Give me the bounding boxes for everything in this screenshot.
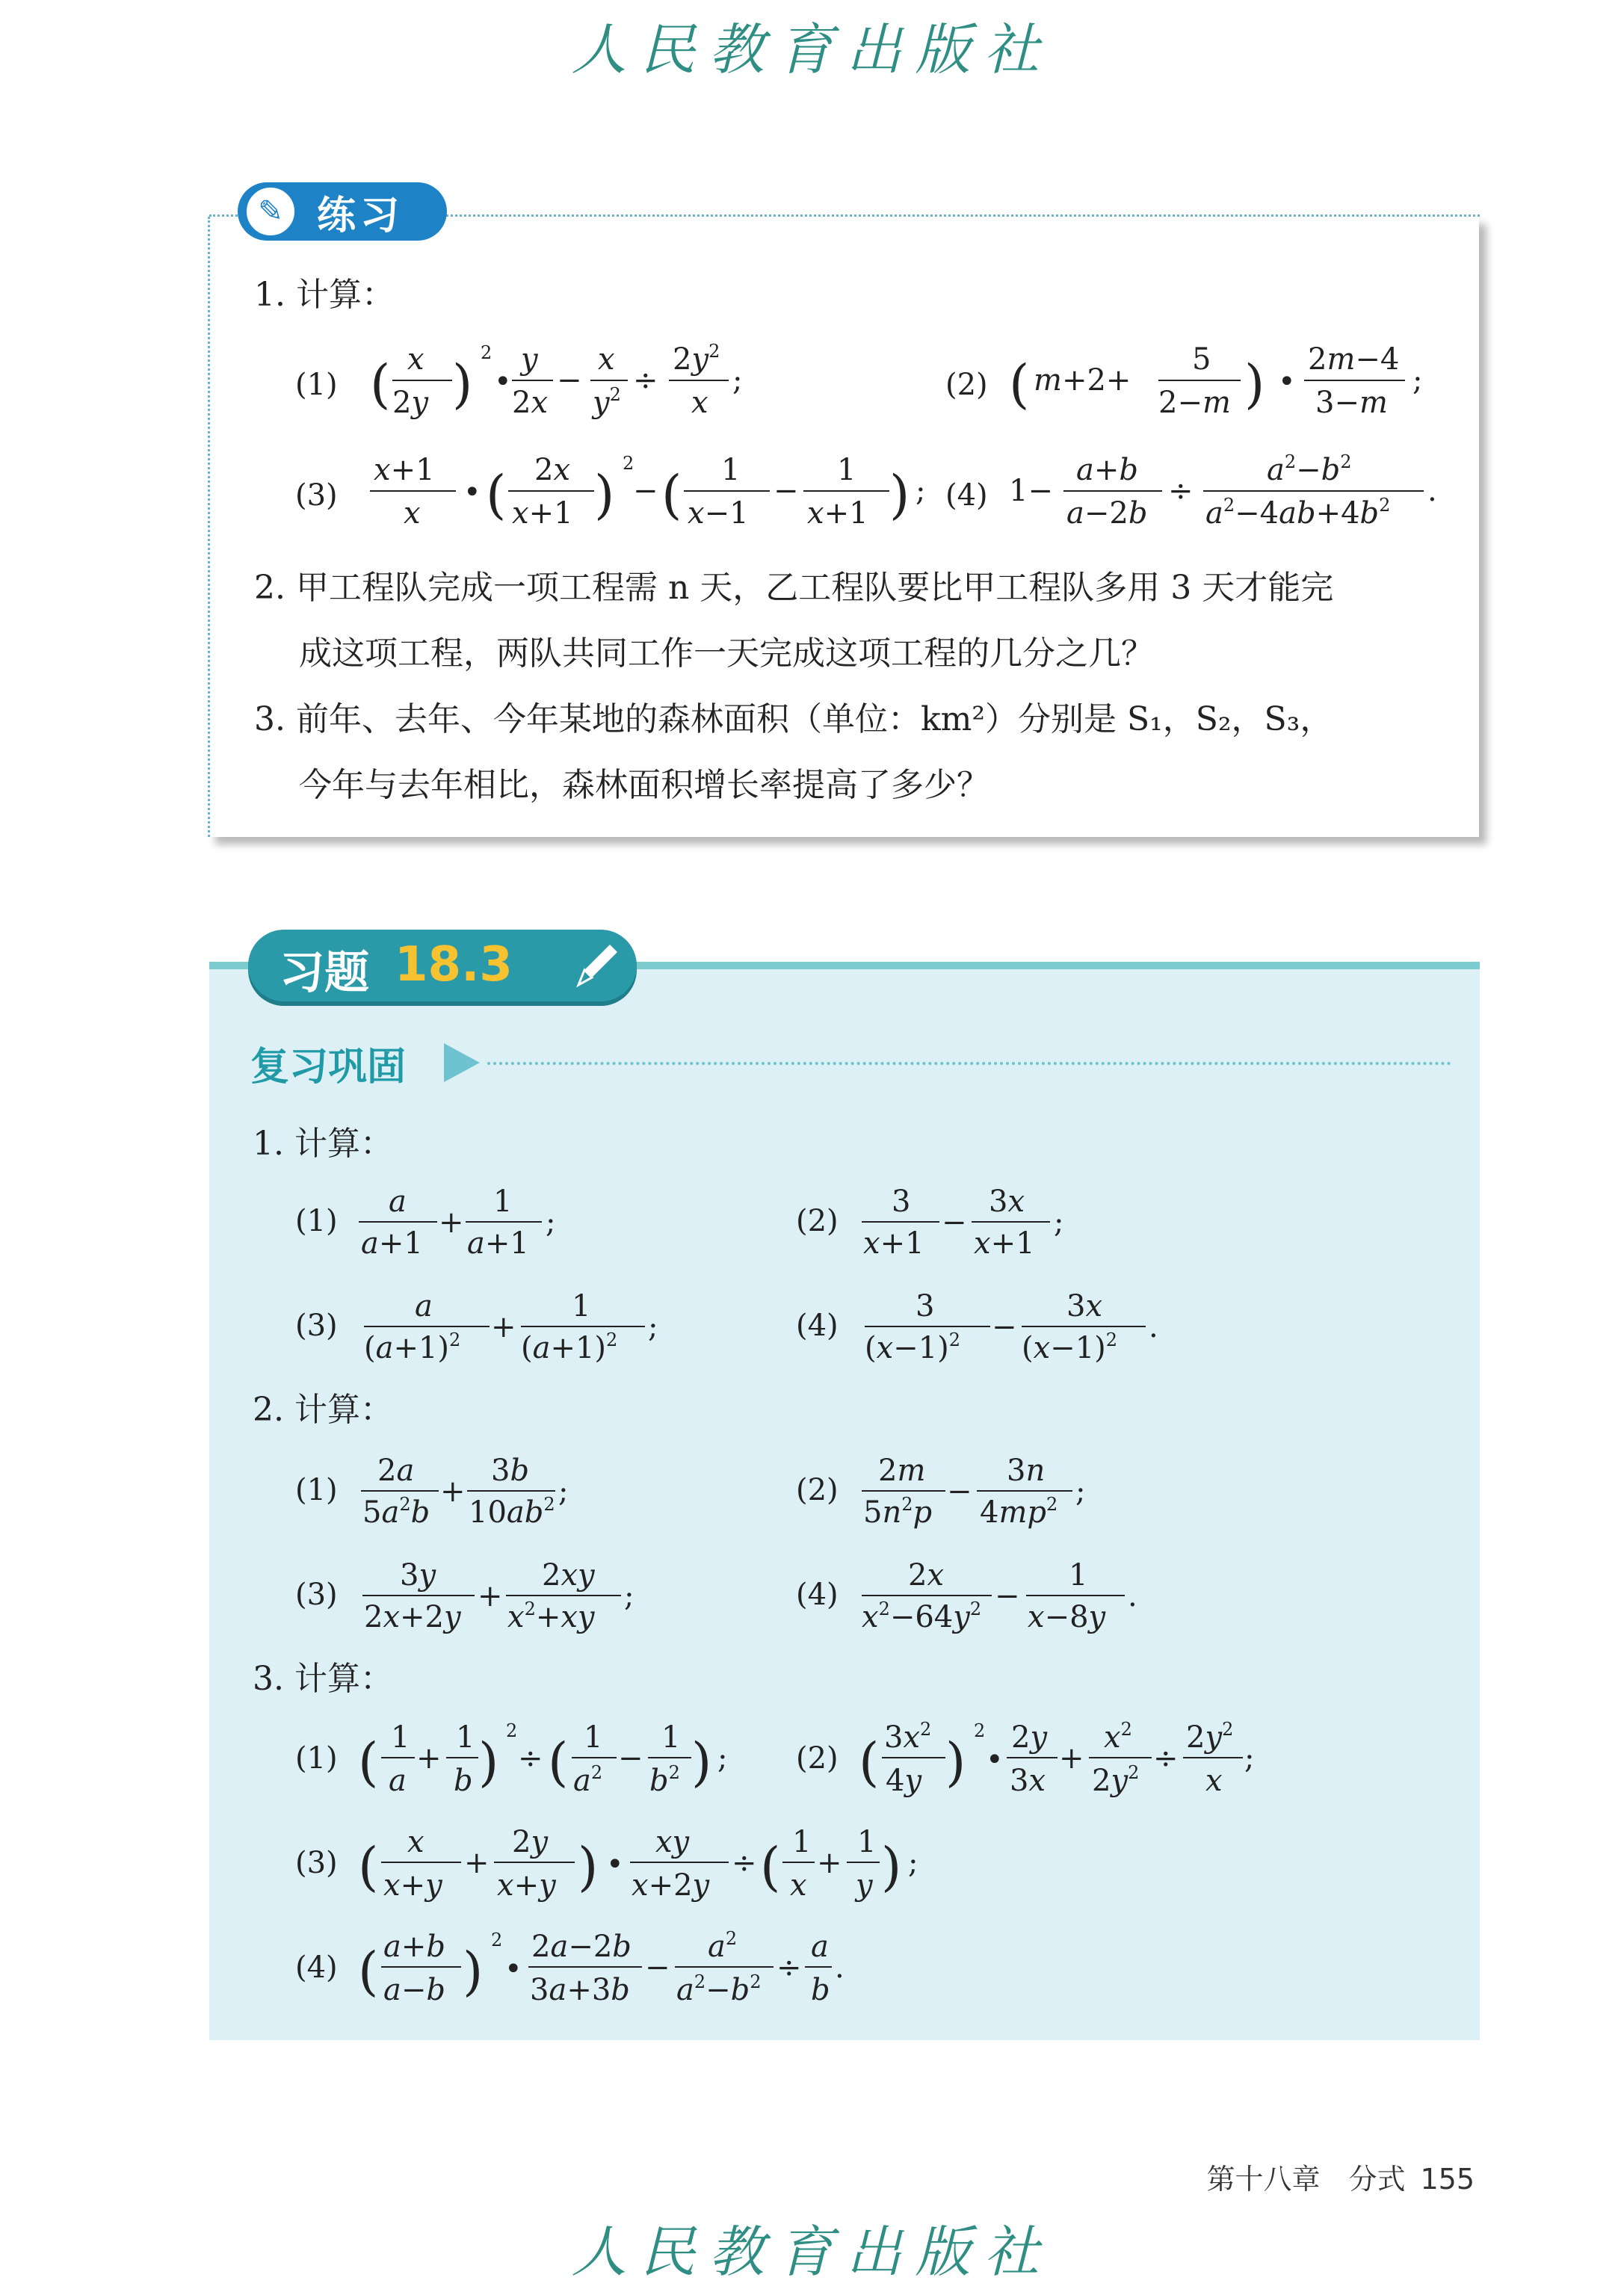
svg-text:(: (	[370, 353, 391, 415]
svg-text:x+1: x+1	[807, 496, 868, 531]
svg-text:+: +	[416, 1741, 442, 1776]
svg-text:−: −	[992, 1310, 1017, 1344]
ex-q2-item-4	[796, 1558, 1185, 1640]
ex-q1-item-4	[796, 1289, 1185, 1371]
svg-text:(: (	[1009, 353, 1030, 415]
svg-text:x+1: x+1	[974, 1226, 1035, 1261]
svg-text:;: ;	[624, 1579, 635, 1613]
svg-text:1: 1	[584, 1720, 603, 1755]
practice-problem-3-cont: 今年与去年相比，森林面积增长率提高了多少？	[299, 766, 989, 804]
svg-text:.: .	[1149, 1310, 1158, 1344]
svg-text:2y2: $2y^2$	[673, 341, 720, 377]
svg-text:a+1: a+1	[467, 1226, 529, 1261]
svg-text:2y2: $2y^2$	[1186, 1719, 1234, 1755]
svg-text:): )	[889, 464, 910, 525]
ex-q2-item-2-formula	[796, 1454, 1140, 1536]
svg-text:x: x	[407, 1825, 424, 1859]
svg-text:1: 1	[792, 1825, 812, 1859]
chapter-label: 第十八章 分式	[1206, 2163, 1406, 2196]
svg-text:+: +	[1059, 1741, 1084, 1776]
svg-text:(: (	[859, 1732, 880, 1793]
publisher-logo-bottom: 人民教育出版社	[571, 2220, 1053, 2285]
svg-text:1: 1	[493, 1184, 513, 1219]
svg-text:3x: 3x	[1010, 1764, 1046, 1798]
ex-q1-item-2	[796, 1184, 1110, 1267]
svg-text:1: 1	[456, 1720, 475, 1755]
svg-text:(x−1)2: $(x-1)^2$	[1022, 1329, 1118, 1365]
svg-text:(: (	[486, 464, 507, 525]
svg-text:(: (	[358, 1941, 379, 2002]
svg-text:): )	[1244, 353, 1265, 415]
ex-q3-item-1-formula	[295, 1719, 744, 1808]
page-footer	[1206, 2156, 1475, 2197]
page-number: 155	[1420, 2163, 1475, 2196]
practice-problem-2-cont: 成这项工程，两队共同工作一天完成这项工程的几分之几？	[299, 634, 1154, 673]
practice-item-3	[295, 448, 953, 553]
svg-text:;: ;	[546, 1205, 556, 1240]
practice-problem-3: 3. 前年、去年、今年某地的森林面积（单位：km²）分别是 S₁，S₂，S₃，	[254, 700, 1333, 738]
svg-text:3−m: 3−m	[1315, 386, 1388, 420]
svg-text:x+1: x+1	[512, 496, 573, 531]
svg-text:3x: 3x	[1066, 1289, 1103, 1323]
svg-text:;: ;	[717, 1741, 728, 1776]
svg-text:(a+1)2: $(a+1)^2$	[364, 1329, 461, 1365]
svg-text:): )	[945, 1732, 966, 1793]
item-label: (3)	[295, 1846, 338, 1880]
practice-problem-1: 1. 计算：	[254, 276, 395, 314]
svg-text:b: b	[454, 1764, 473, 1798]
svg-text:b2: $b^2$	[649, 1762, 680, 1798]
ex-q2-item-2	[796, 1454, 1140, 1536]
svg-text:m+2+: m+2+	[1034, 363, 1131, 398]
svg-text:x+1: x+1	[374, 453, 435, 487]
svg-text:2m−4: 2m−4	[1308, 342, 1400, 377]
svg-text:): )	[881, 1836, 902, 1897]
svg-text:2a: 2a	[377, 1454, 415, 1488]
practice-item-4-formula	[945, 448, 1469, 553]
svg-text:): )	[594, 464, 615, 525]
svg-text:1: 1	[837, 453, 856, 487]
svg-text:a−2b: a−2b	[1066, 496, 1148, 531]
svg-text:a−b: a−b	[383, 1973, 445, 2007]
pencil-icon	[569, 940, 622, 992]
svg-text:÷: ÷	[633, 363, 658, 398]
exercise-title-number: 18.3	[395, 937, 513, 992]
svg-text:2: 2	[506, 1720, 518, 1741]
svg-text:+: +	[817, 1846, 842, 1880]
svg-text:x+1: x+1	[863, 1226, 924, 1261]
svg-text:−: −	[942, 1205, 967, 1240]
svg-text:÷: ÷	[1153, 1741, 1179, 1776]
practice-problem-2: 2. 甲工程队完成一项工程需 n 天，乙工程队要比甲工程队多用 3 天才能完	[254, 569, 1334, 607]
item-label: (1)	[295, 368, 338, 402]
svg-text:a: a	[389, 1184, 407, 1219]
ex-q3-item-1	[295, 1719, 744, 1808]
ex-q2-item-3	[295, 1558, 684, 1640]
ex-q2-item-3-formula	[295, 1558, 684, 1640]
svg-text:•: •	[606, 1847, 624, 1882]
svg-text:2: 2	[623, 453, 635, 474]
svg-text:10ab2: $10ab^2$	[469, 1494, 555, 1530]
svg-text:x+y: x+y	[383, 1868, 442, 1903]
svg-text:−: −	[557, 363, 582, 398]
practice-item-4	[945, 448, 1469, 553]
ex-q3-item-3	[295, 1823, 968, 1913]
svg-text:;: ;	[1075, 1474, 1086, 1509]
svg-text:÷: ÷	[518, 1741, 543, 1776]
item-label: (4)	[796, 1309, 839, 1343]
svg-text:;: ;	[648, 1310, 658, 1344]
svg-text:y: y	[521, 342, 538, 377]
svg-text:): )	[463, 1941, 484, 2002]
ex-q1-item-3-formula	[295, 1289, 684, 1371]
item-label: (2)	[796, 1473, 839, 1507]
publisher-logo-top: 人民教育出版社	[571, 18, 1053, 82]
svg-text:(: (	[548, 1732, 569, 1793]
svg-text:(: (	[358, 1836, 379, 1897]
svg-text:;: ;	[908, 1846, 918, 1880]
svg-text:.: .	[1128, 1579, 1137, 1613]
item-label: (1)	[295, 1473, 338, 1507]
practice-tab	[238, 182, 447, 241]
svg-text:−: −	[633, 474, 658, 508]
svg-text:3a+3b: 3a+3b	[530, 1973, 630, 2007]
svg-text:+: +	[491, 1310, 516, 1344]
svg-text:x−8y: x−8y	[1028, 1600, 1106, 1634]
exercise-q2-label: 2. 计算：	[253, 1391, 393, 1429]
svg-text:3x2: $3x^2$	[884, 1719, 932, 1755]
svg-text:a2: $a^2$	[708, 1928, 738, 1964]
ex-q3-item-4-formula	[295, 1928, 968, 2018]
svg-text:;: ;	[1054, 1205, 1064, 1240]
svg-text:(x−1)2: $(x-1)^2$	[865, 1329, 961, 1365]
svg-text:xy: xy	[655, 1825, 690, 1859]
svg-text:2a−2b: 2a−2b	[531, 1930, 632, 1964]
svg-text:2y: 2y	[512, 1825, 549, 1859]
svg-text:a2−b2: $a^2-b^2$	[1267, 451, 1352, 487]
practice-item-3-formula	[295, 448, 953, 553]
svg-text:x: x	[404, 496, 421, 531]
svg-text:−: −	[618, 1741, 643, 1776]
svg-text:x2−64y2: $x^2-64y^2$	[862, 1599, 982, 1634]
svg-text:−: −	[947, 1474, 972, 1509]
svg-text:+: +	[439, 1205, 464, 1240]
exercise-q1-label: 1. 计算：	[253, 1125, 393, 1163]
play-arrow-icon	[444, 1043, 480, 1082]
svg-text:1: 1	[857, 1825, 877, 1859]
svg-text:3n: 3n	[1007, 1454, 1046, 1488]
svg-text:): )	[691, 1732, 712, 1793]
svg-text:1: 1	[391, 1720, 410, 1755]
exercise-title-prefix: 习题	[280, 947, 369, 999]
svg-text:1: 1	[661, 1720, 681, 1755]
svg-text:x+y: x+y	[497, 1868, 556, 1903]
svg-text:a+1: a+1	[361, 1226, 423, 1261]
svg-text:(: (	[661, 464, 682, 525]
svg-text:3y: 3y	[400, 1558, 436, 1593]
ex-q1-item-4-formula	[796, 1289, 1185, 1371]
svg-text:a2: $a^2$	[573, 1762, 603, 1798]
svg-text:y2: $y^2$	[593, 384, 621, 420]
svg-text:÷: ÷	[1168, 474, 1194, 508]
svg-text:•: •	[504, 1952, 522, 1986]
svg-text:÷: ÷	[777, 1950, 802, 1985]
svg-text:y: y	[856, 1868, 873, 1903]
svg-text:x: x	[691, 386, 708, 420]
svg-text:3x: 3x	[989, 1184, 1025, 1219]
svg-text:x−1: x−1	[688, 496, 749, 531]
exercise-q3-label: 3. 计算：	[253, 1660, 393, 1698]
svg-text:1: 1	[1069, 1558, 1088, 1593]
svg-text:4mp2: $4mp^2$	[980, 1494, 1058, 1530]
svg-text:2y: 2y	[1011, 1720, 1048, 1755]
svg-text:1−: 1−	[1009, 474, 1053, 508]
svg-text:;: ;	[916, 474, 926, 508]
svg-text:2x: 2x	[512, 386, 549, 420]
svg-text:3: 3	[916, 1289, 935, 1323]
svg-text:3: 3	[892, 1184, 911, 1219]
item-label: (1)	[295, 1741, 338, 1776]
svg-text:5a2b: $5a^2b$	[362, 1494, 430, 1530]
svg-text:;: ;	[558, 1474, 569, 1509]
item-label: (3)	[295, 478, 338, 513]
item-label: (3)	[295, 1578, 338, 1612]
svg-text:−: −	[774, 474, 799, 508]
svg-text:•: •	[494, 365, 512, 399]
svg-text:(: (	[760, 1836, 781, 1897]
practice-item-2-formula	[945, 338, 1454, 442]
svg-text:): )	[578, 1836, 599, 1897]
ex-q2-item-1	[295, 1454, 609, 1536]
svg-text:2−m: 2−m	[1158, 386, 1231, 420]
item-label: (2)	[945, 368, 988, 402]
svg-text:−: −	[645, 1950, 670, 1985]
ex-q3-item-3-formula	[295, 1823, 968, 1913]
svg-text:5n2p: $5n^2p$	[863, 1494, 933, 1530]
svg-text:2m: 2m	[878, 1454, 926, 1488]
svg-text:•: •	[1278, 365, 1296, 399]
svg-text:2: 2	[481, 342, 493, 363]
svg-text:a+b: a+b	[1076, 453, 1138, 487]
svg-text:a+b: a+b	[383, 1930, 445, 1964]
svg-text:+: +	[464, 1846, 490, 1880]
svg-text:b: b	[811, 1973, 830, 2007]
svg-text:a: a	[389, 1764, 407, 1798]
svg-text:x: x	[790, 1868, 807, 1903]
practice-item-2	[945, 338, 1454, 442]
item-label: (1)	[295, 1204, 338, 1238]
svg-text:x: x	[598, 342, 615, 377]
svg-text:2y: 2y	[392, 386, 429, 420]
svg-text:1: 1	[721, 453, 741, 487]
svg-text:(a+1)2: $(a+1)^2$	[521, 1329, 618, 1365]
item-label: (3)	[295, 1309, 338, 1343]
ex-q2-item-4-formula	[796, 1558, 1185, 1640]
svg-text:−: −	[995, 1579, 1020, 1613]
svg-text:.: .	[835, 1950, 845, 1985]
review-section-title: 复习巩固	[250, 1045, 407, 1090]
item-label: (2)	[796, 1741, 839, 1776]
svg-text:a: a	[415, 1289, 433, 1323]
ex-q1-item-1-formula	[295, 1184, 609, 1267]
svg-text:+: +	[440, 1474, 466, 1509]
svg-text:+: +	[478, 1579, 503, 1613]
svg-text:•: •	[463, 475, 481, 510]
svg-text:x: x	[407, 342, 424, 377]
svg-text:÷: ÷	[732, 1846, 757, 1880]
exercise-title-tab	[248, 930, 637, 1001]
practice-item-1-formula	[295, 338, 759, 442]
ex-q3-item-2	[796, 1719, 1259, 1808]
svg-text:2x: 2x	[534, 453, 571, 487]
ex-q3-item-2-formula	[796, 1719, 1259, 1808]
pencil-check-icon: ✎	[244, 185, 297, 238]
review-dotted-line	[487, 1062, 1451, 1065]
svg-text:x+2y: x+2y	[632, 1868, 710, 1903]
svg-text:;: ;	[1244, 1741, 1255, 1776]
svg-text:2xy: 2xy	[542, 1558, 595, 1593]
ex-q1-item-2-formula	[796, 1184, 1110, 1267]
svg-text:a: a	[811, 1930, 829, 1964]
svg-text:2: 2	[974, 1720, 986, 1741]
svg-text:a2−b2: $a^2-b^2$	[676, 1971, 762, 2007]
svg-text:•: •	[986, 1743, 1004, 1777]
svg-text:x2+xy: $x^2+xy$	[507, 1599, 595, 1634]
item-label: (4)	[295, 1950, 338, 1985]
ex-q2-item-1-formula	[295, 1454, 609, 1536]
svg-text:x2: $x^2$	[1104, 1719, 1132, 1755]
svg-text:.: .	[1427, 474, 1437, 508]
svg-text:2: 2	[491, 1930, 503, 1950]
item-label: (4)	[796, 1578, 839, 1612]
svg-text:4y: 4y	[886, 1764, 922, 1798]
practice-label: 练习	[317, 193, 404, 238]
ex-q1-item-3	[295, 1289, 684, 1371]
svg-text:2x+2y: 2x+2y	[364, 1600, 461, 1634]
svg-text:a2−4ab+4b2: $a^2-4ab+4b^2$	[1205, 495, 1391, 531]
ex-q1-item-1	[295, 1184, 609, 1267]
svg-text:2x: 2x	[908, 1558, 945, 1593]
svg-text:x: x	[1205, 1764, 1223, 1798]
svg-text:5: 5	[1192, 342, 1211, 377]
svg-text:): )	[478, 1732, 499, 1793]
ex-q3-item-4	[295, 1928, 968, 2018]
item-label: (4)	[945, 478, 988, 513]
practice-item-1	[295, 338, 759, 442]
item-label: (2)	[796, 1204, 839, 1238]
svg-text:;: ;	[1412, 363, 1423, 398]
svg-text:;: ;	[732, 363, 743, 398]
svg-text:2y2: $2y^2$	[1092, 1762, 1140, 1798]
svg-text:): )	[452, 353, 473, 415]
svg-text:(: (	[358, 1732, 379, 1793]
svg-text:3b: 3b	[491, 1454, 530, 1488]
svg-text:1: 1	[572, 1289, 591, 1323]
